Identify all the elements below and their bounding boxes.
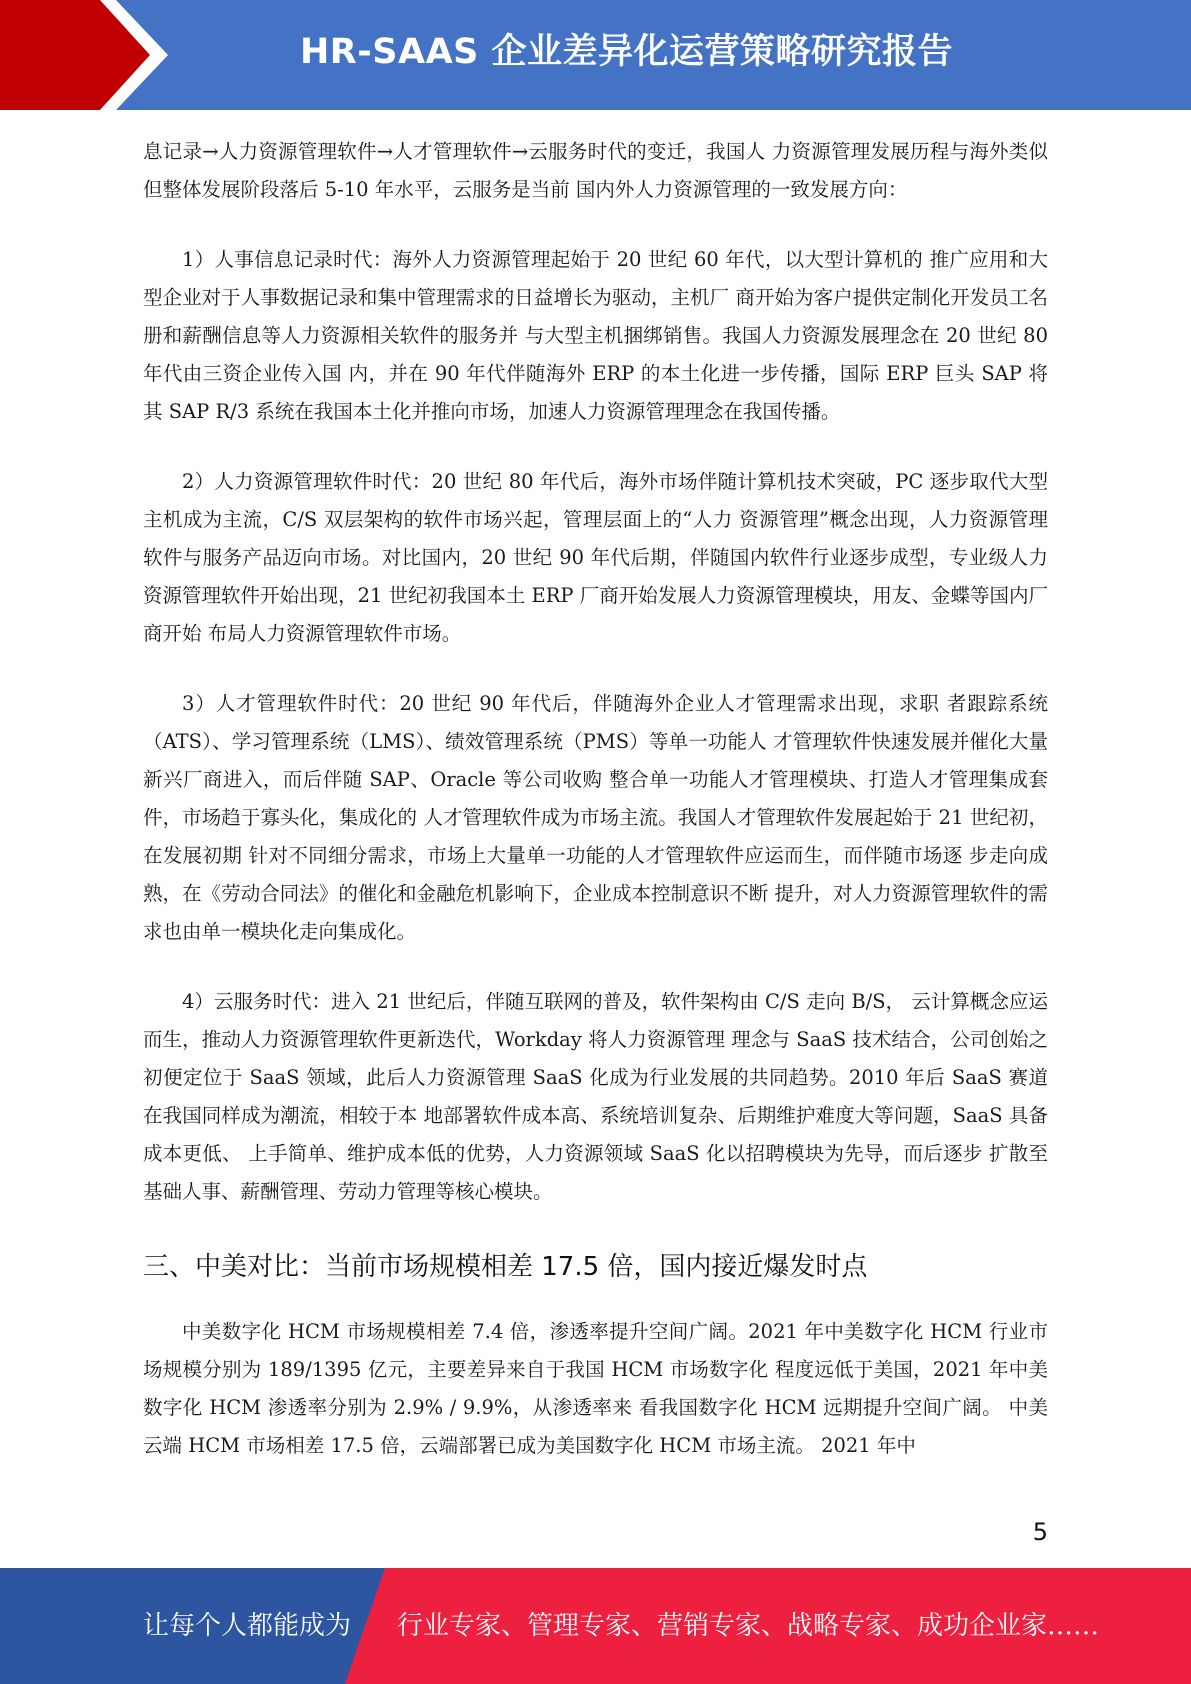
paragraph-era-1: 1）人事信息记录时代：海外人力资源管理起始于 20 世纪 60 年代，以大型计算机的 推广应用和大型企业对于人事数据记录和集中管理需求的日益增长为驱动，主机厂 商开始为客户提供定制化开发员工名册和薪酬信息等人力资源相关软件的服务并 与大型主机捆绑销售。我国人力资源发展理念在 20 世纪 80 年代由三资企业传入国 内，并在 90 年代伴随海外 ERP 的本土化进一步传播，国际 ERP 巨头 SAP 将其 SAP R/3 系统在我国本土化并推向市场，加速人力资源管理理念在我国传播。 [143,248,1048,423]
intro-paragraph: 息记录→人力资源管理软件→人才管理软件→云服务时代的变迁，我国人 力资源管理发展历程与海外类似但整体发展阶段落后 5-10 年水平，云服务是当前 国内外人力资源管理的一致发展方向： [143,140,1048,201]
paragraph-era-3: 3）人才管理软件时代：20 世纪 90 年代后，伴随海外企业人才管理需求出现，求职 者跟踪系统（ATS）、学习管理系统（LMS）、绩效管理系统（PMS）等单一功能人 才管理软件快速发展并催化大量新兴厂商进入，而后伴随 SAP、Oracle 等公司收购 整合单一功能人才管理模块、打造人才管理集成套件，市场趋于寡头化，集成化的 人才管理软件成为市场主流。我国人才管理软件发展起始于 21 世纪初，在发展初期 针对不同细分需求，市场上大量单一功能的人才管理软件应运而生，而伴随市场逐 步走向成熟，在《劳动合同法》的催化和金融危机影响下，企业成本控制意识不断 提升，对人力资源管理软件的需求也由单一模块化走向集成化。 [143,692,1048,943]
paragraph-era-4: 4）云服务时代：进入 21 世纪后，伴随互联网的普及，软件架构由 C/S 走向 B/S， 云计算概念应运而生，推动人力资源管理软件更新迭代，Workday 将人力资源管理 理念与 SaaS 技术结合，公司创始之初便定位于 SaaS 领域，此后人力资源管理 SaaS 化成为行业发展的共同趋势。2010 年后 SaaS 赛道在我国同样成为潮流，相较于本 地部署软件成本高、系统培训复杂、后期维护难度大等问题，SaaS 具备成本更低、 上手简单、维护成本低的优势，人力资源领域 SaaS 化以招聘模块为先导，而后逐步 扩散至基础人事、薪酬管理、劳动力管理等核心模块。 [143,990,1048,1203]
paragraph-market-comparison: 中美数字化 HCM 市场规模相差 7.4 倍，渗透率提升空间广阔。2021 年中美数字化 HCM 行业市场规模分别为 189/1395 亿元，主要差异来自于我国 HCM 市场数字化 程度远低于美国，2021 年中美数字化 HCM 渗透率分别为 2.9% / 9.9%，从渗透率来 看我国数字化 HCM 远期提升空间广阔。 中美云端 HCM 市场相差 17.5 倍，云端部署已成为美国数字化 HCM 市场主流。 2021 年中 [143,1320,1048,1457]
page-footer [0,1568,1191,1684]
footer-slogan-right: 行业专家、管理专家、营销专家、战略专家、成功企业家…… [397,1611,1100,1641]
page-header [0,0,1191,110]
footer-slogan-left: 让每个人都能成为 [143,1611,352,1641]
paragraph-era-2: 2）人力资源管理软件时代：20 世纪 80 年代后，海外市场伴随计算机技术突破，PC 逐步取代大型主机成为主流，C/S 双层架构的软件市场兴起，管理层面上的“人力 资源管理”概念出现，人力资源管理软件与服务产品迈向市场。对比国内，20 世纪 90 年代后期，伴随国内软件行业逐步成型，专业级人力资源管理软件开始出现，21 世纪初我国本土 ERP 厂商开始发展人力资源管理模块，用友、金蝶等国内厂商开始 布局人力资源管理软件市场。 [143,470,1048,645]
section-heading: 三、中美对比：当前市场规模相差 17.5 倍，国内接近爆发时点 [143,1252,868,1282]
page-number: 5 [1032,1518,1048,1546]
document-body [143,133,1048,1465]
report-title: HR-SAAS 企业差异化运营策略研究报告 [300,32,954,72]
